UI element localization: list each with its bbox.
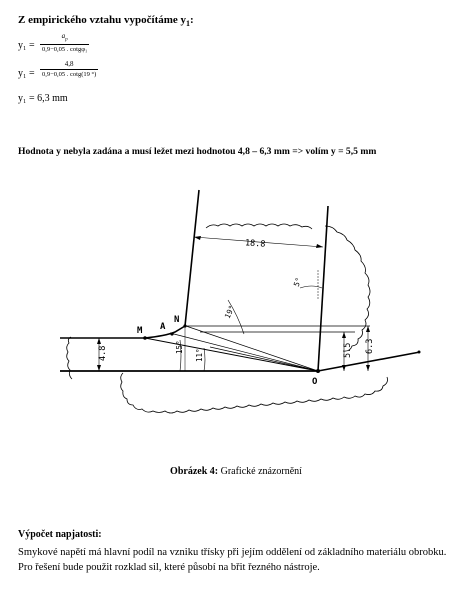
formula2-fraction	[40, 60, 98, 79]
dim-5-5-label: 5.5	[343, 342, 353, 358]
f1-num-sub: p	[65, 37, 68, 43]
label-o: O	[312, 377, 318, 387]
point-n	[183, 324, 186, 327]
ray-o-19	[186, 326, 318, 371]
heading-empirical	[18, 14, 194, 28]
caption-text: Grafické znázornění	[218, 466, 302, 477]
formula1-numerator	[60, 32, 70, 44]
statement-text: Hodnota y nebyla zadána a musí ležet mezi hodnotou 4,8 – 6,3 mm => volím y = 5,5 mm	[18, 146, 377, 157]
formula1-lhs: y₁ =	[18, 40, 35, 51]
dim-4-8-label: 4.8	[98, 345, 108, 361]
formula2-denominator: 0,9−0,05 . cotg(19 °)	[42, 71, 97, 78]
section-title: Výpočet napjatosti:	[18, 529, 102, 540]
dim-18-8-label: 18.8	[244, 238, 266, 250]
dim-5-5-arrow-bottom	[342, 365, 346, 371]
section-body: Smykové napětí má hlavní podíl na vzniku třísky při jejím oddělení od základního materiálu obrobku. Pro řešení bude použit rozklad sil, které působí na břit řezného nástroje.	[18, 547, 447, 573]
angle-5-label: 5°	[291, 276, 304, 288]
ray-o-11	[210, 347, 318, 371]
dim-18-8-arrow-right	[316, 244, 323, 248]
angle-11-label: 11°	[195, 348, 204, 362]
angle-19-label: 19°	[222, 303, 237, 320]
point-a	[170, 332, 173, 335]
angle-15-label: 15°	[175, 340, 184, 354]
formula-result: y₁ = 6,3 mm	[18, 93, 68, 104]
heading-sub: 1	[186, 19, 191, 29]
angle-5-arc	[300, 286, 322, 288]
tool-flank	[318, 206, 328, 371]
dim-18-8-arrow-left	[194, 236, 201, 240]
dim-6-3-arrow-bottom	[366, 365, 370, 371]
heading-suffix: :	[190, 14, 194, 26]
figure-caption	[0, 466, 472, 477]
dim-6-3-label: 6.3	[365, 338, 375, 354]
dim-5-5-arrow-top	[342, 332, 346, 338]
formula2-numerator: 4,8	[64, 60, 74, 68]
formula1-fraction	[40, 32, 89, 54]
label-a: A	[160, 322, 166, 332]
dim-6-3-arrow-top	[366, 326, 370, 332]
point-o	[316, 369, 320, 373]
formula1-denominator: 0,9−0,05 . cotgφ₁	[42, 46, 88, 54]
ray-o-15	[170, 333, 318, 371]
tool-rake-face	[185, 190, 199, 326]
f1-num: a	[61, 32, 66, 40]
label-n: N	[174, 315, 180, 325]
label-m: M	[137, 326, 143, 336]
formula2-lhs: y₁ =	[18, 68, 35, 79]
point-m	[143, 336, 147, 340]
angle-11-arc	[204, 348, 205, 371]
dim-4-8-arrow-top	[97, 338, 101, 344]
caption-prefix: Obrázek 4:	[170, 466, 219, 477]
point-right-end	[418, 351, 421, 354]
heading-prefix: Z empirického vztahu vypočítáme y	[18, 14, 187, 26]
graphic-drawing	[0, 180, 472, 450]
shear-line-mo	[145, 338, 318, 371]
